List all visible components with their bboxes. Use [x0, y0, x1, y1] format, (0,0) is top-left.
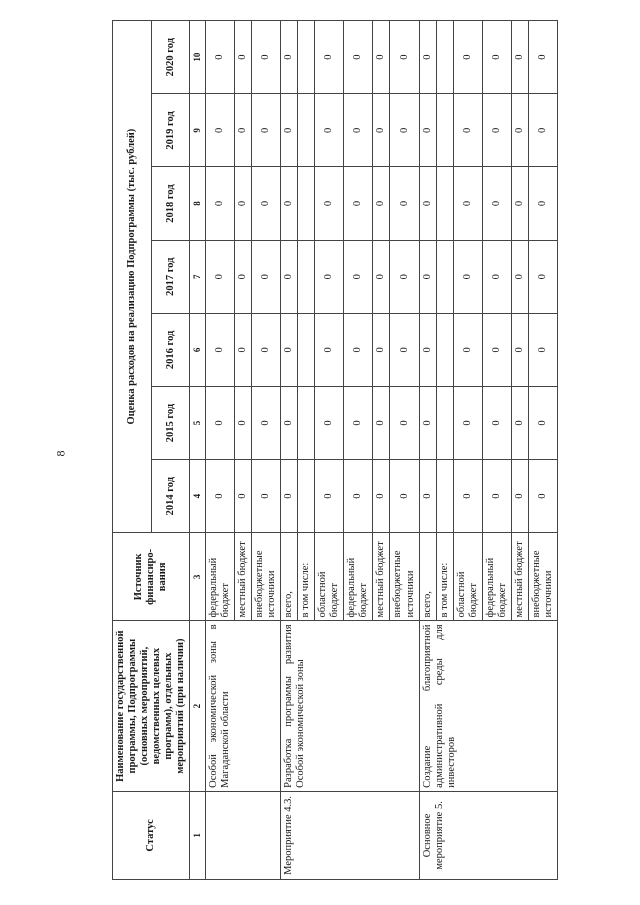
value-cell: 0	[453, 167, 482, 240]
value-cell	[298, 21, 315, 94]
header-year: 2018 год	[151, 167, 190, 240]
value-cell: 0	[390, 167, 419, 240]
value-cell	[298, 167, 315, 240]
value-cell	[436, 313, 453, 386]
column-index: 9	[190, 94, 205, 167]
value-cell: 0	[453, 386, 482, 459]
value-cell: 0	[529, 21, 558, 94]
column-index: 3	[190, 533, 205, 621]
value-cell: 0	[373, 167, 390, 240]
value-cell: 0	[373, 21, 390, 94]
value-cell: 0	[529, 94, 558, 167]
column-index: 5	[190, 386, 205, 459]
value-cell: 0	[529, 386, 558, 459]
value-cell: 0	[390, 240, 419, 313]
value-cell: 0	[453, 94, 482, 167]
source-cell: местный бюджет	[234, 533, 251, 621]
value-cell: 0	[529, 167, 558, 240]
status-cell: Основное мероприятие 5.	[419, 791, 558, 879]
header-year: 2014 год	[151, 460, 190, 533]
value-cell: 0	[205, 21, 234, 94]
source-cell: областной бюджет	[453, 533, 482, 621]
source-cell: всего,	[419, 533, 436, 621]
value-cell: 0	[419, 167, 436, 240]
value-cell: 0	[482, 167, 511, 240]
value-cell: 0	[344, 167, 373, 240]
value-cell: 0	[419, 460, 436, 533]
value-cell: 0	[251, 386, 280, 459]
header-year: 2016 год	[151, 313, 190, 386]
value-cell: 0	[205, 460, 234, 533]
column-index: 4	[190, 460, 205, 533]
source-cell: внебюджетные источники	[390, 533, 419, 621]
value-cell: 0	[373, 94, 390, 167]
status-cell: Мероприятие 4.3.	[281, 791, 420, 879]
table-row	[419, 21, 436, 880]
value-cell: 0	[529, 460, 558, 533]
expenses-table	[112, 20, 558, 880]
value-cell: 0	[281, 386, 298, 459]
value-cell	[436, 386, 453, 459]
value-cell: 0	[344, 313, 373, 386]
value-cell: 0	[390, 313, 419, 386]
value-cell: 0	[315, 167, 344, 240]
value-cell: 0	[390, 21, 419, 94]
value-cell: 0	[482, 313, 511, 386]
value-cell: 0	[482, 94, 511, 167]
value-cell: 0	[482, 386, 511, 459]
source-cell: федеральный бюджет	[482, 533, 511, 621]
value-cell: 0	[511, 167, 528, 240]
value-cell: 0	[482, 240, 511, 313]
value-cell: 0	[234, 313, 251, 386]
value-cell: 0	[205, 313, 234, 386]
value-cell: 0	[390, 94, 419, 167]
value-cell: 0	[281, 167, 298, 240]
value-cell: 0	[315, 460, 344, 533]
value-cell: 0	[453, 240, 482, 313]
source-cell: федеральный бюджет	[344, 533, 373, 621]
source-cell: внебюджетные источники	[251, 533, 280, 621]
value-cell: 0	[453, 460, 482, 533]
value-cell: 0	[234, 386, 251, 459]
value-cell: 0	[511, 21, 528, 94]
source-cell: областной бюджет	[315, 533, 344, 621]
header-year: 2015 год	[151, 386, 190, 459]
value-cell	[436, 460, 453, 533]
source-cell: внебюджетные источники	[529, 533, 558, 621]
value-cell: 0	[281, 460, 298, 533]
value-cell: 0	[529, 313, 558, 386]
value-cell: 0	[511, 94, 528, 167]
value-cell: 0	[373, 240, 390, 313]
column-index: 7	[190, 240, 205, 313]
value-cell	[436, 21, 453, 94]
value-cell	[436, 167, 453, 240]
value-cell: 0	[344, 386, 373, 459]
value-cell: 0	[344, 21, 373, 94]
value-cell: 0	[529, 240, 558, 313]
value-cell: 0	[234, 21, 251, 94]
value-cell: 0	[281, 313, 298, 386]
value-cell: 0	[419, 240, 436, 313]
value-cell	[436, 94, 453, 167]
value-cell: 0	[419, 313, 436, 386]
header-source: Источник финансиро-вания	[113, 533, 190, 621]
value-cell: 0	[251, 313, 280, 386]
column-index: 2	[190, 621, 205, 791]
value-cell: 0	[234, 94, 251, 167]
value-cell: 0	[373, 386, 390, 459]
value-cell: 0	[315, 240, 344, 313]
source-cell: в том числе:	[298, 533, 315, 621]
value-cell: 0	[205, 240, 234, 313]
column-index: 8	[190, 167, 205, 240]
rotated-table-container	[112, 20, 592, 880]
name-cell: Разработка программы развития Особой экономической зоны	[281, 621, 420, 791]
value-cell: 0	[251, 21, 280, 94]
value-cell	[298, 94, 315, 167]
header-year: 2017 год	[151, 240, 190, 313]
value-cell	[298, 240, 315, 313]
source-cell: местный бюджет	[373, 533, 390, 621]
column-index: 6	[190, 313, 205, 386]
value-cell: 0	[419, 94, 436, 167]
value-cell: 0	[390, 386, 419, 459]
value-cell: 0	[344, 240, 373, 313]
value-cell: 0	[315, 94, 344, 167]
value-cell: 0	[205, 386, 234, 459]
header-year: 2019 год	[151, 94, 190, 167]
value-cell: 0	[373, 313, 390, 386]
value-cell: 0	[419, 21, 436, 94]
value-cell: 0	[344, 460, 373, 533]
source-cell: федеральный бюджет	[205, 533, 234, 621]
name-cell: Создание благоприятной административной среды для инвесторов	[419, 621, 558, 791]
value-cell: 0	[482, 21, 511, 94]
value-cell	[298, 386, 315, 459]
header-estimate: Оценка расходов на реализацию Подпрограммы (тыс. рублей)	[113, 21, 152, 533]
value-cell: 0	[511, 386, 528, 459]
value-cell: 0	[251, 94, 280, 167]
status-cell	[205, 791, 280, 879]
value-cell: 0	[453, 313, 482, 386]
value-cell: 0	[315, 386, 344, 459]
value-cell: 0	[390, 460, 419, 533]
table-row	[205, 21, 234, 880]
value-cell: 0	[315, 313, 344, 386]
column-index: 10	[190, 21, 205, 94]
value-cell: 0	[234, 460, 251, 533]
value-cell	[436, 240, 453, 313]
header-status: Статус	[113, 791, 190, 879]
value-cell: 0	[511, 313, 528, 386]
source-cell: в том числе:	[436, 533, 453, 621]
header-name: Наименование государственной программы, Подпрограммы (основных мероприятий, ведомственных целевых программ), отдельных мероприятий (при наличии)	[113, 621, 190, 791]
source-cell: всего,	[281, 533, 298, 621]
value-cell: 0	[344, 94, 373, 167]
value-cell: 0	[205, 167, 234, 240]
value-cell: 0	[251, 240, 280, 313]
value-cell: 0	[482, 460, 511, 533]
value-cell: 0	[205, 94, 234, 167]
value-cell: 0	[315, 21, 344, 94]
table-row	[281, 21, 298, 880]
value-cell: 0	[419, 386, 436, 459]
value-cell: 0	[511, 460, 528, 533]
value-cell: 0	[251, 460, 280, 533]
value-cell: 0	[234, 167, 251, 240]
value-cell: 0	[373, 460, 390, 533]
name-cell: Особой экономической зоны в Магаданской области	[205, 621, 280, 791]
value-cell: 0	[511, 240, 528, 313]
value-cell: 0	[453, 21, 482, 94]
value-cell: 0	[281, 21, 298, 94]
value-cell: 0	[281, 94, 298, 167]
value-cell: 0	[251, 167, 280, 240]
value-cell	[298, 460, 315, 533]
source-cell: местный бюджет	[511, 533, 528, 621]
column-index: 1	[190, 791, 205, 879]
header-year: 2020 год	[151, 21, 190, 94]
table-body	[205, 21, 557, 880]
value-cell	[298, 313, 315, 386]
value-cell: 0	[234, 240, 251, 313]
page-number: 8	[53, 450, 68, 457]
value-cell: 0	[281, 240, 298, 313]
